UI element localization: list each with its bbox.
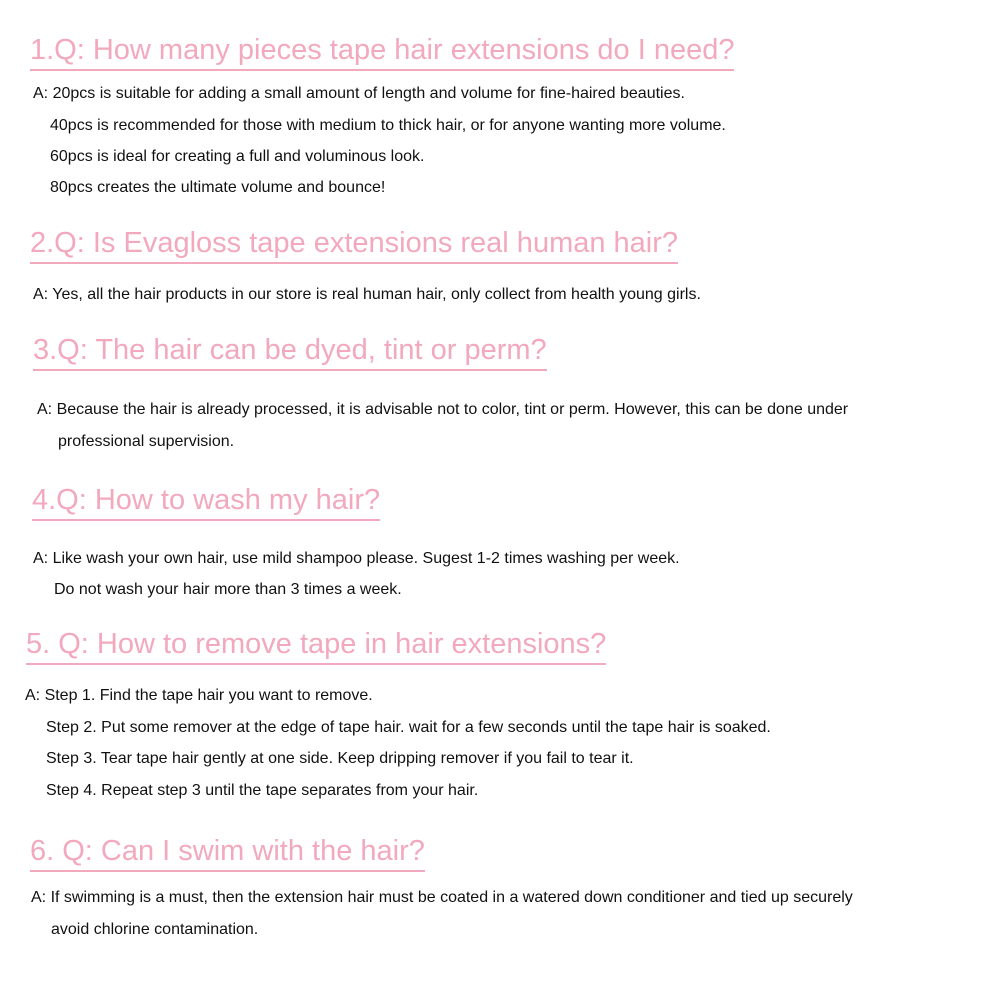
faq-question-5: 5. Q: How to remove tape in hair extensions? [26, 627, 606, 665]
faq-answer-5-line-1: A: Step 1. Find the tape hair you want to remove. [25, 687, 373, 704]
faq-question-2: 2.Q: Is Evagloss tape extensions real human hair? [30, 226, 678, 264]
faq-answer-3-line-1: A: Because the hair is already processed, it is advisable not to color, tint or perm. However, this can be done under [37, 401, 849, 418]
faq-answer-5-line-3: Step 3. Tear tape hair gently at one side. Keep dripping remover if you fail to tear it. [46, 750, 634, 767]
faq-answer-5-line-4: Step 4. Repeat step 3 until the tape separates from your hair. [46, 782, 479, 799]
faq-answer-1-line-1: A: 20pcs is suitable for adding a small amount of length and volume for fine-haired beauties. [33, 85, 685, 102]
faq-question-6: 6. Q: Can I swim with the hair? [30, 834, 425, 872]
faq-answer-1-line-4: 80pcs creates the ultimate volume and bounce! [50, 179, 386, 196]
faq-answer-3-line-2: professional supervision. [58, 433, 235, 450]
faq-answer-1-line-3: 60pcs is ideal for creating a full and voluminous look. [50, 148, 425, 165]
faq-answer-2-line-1: A: Yes, all the hair products in our store is real human hair, only collect from health young girls. [33, 286, 701, 303]
faq-answer-6-line-2: avoid chlorine contamination. [51, 921, 259, 938]
faq-answer-5-line-2: Step 2. Put some remover at the edge of tape hair. wait for a few seconds until the tape hair is soaked. [46, 719, 771, 736]
faq-question-4: 4.Q: How to wash my hair? [32, 483, 380, 521]
faq-answer-4-line-1: A: Like wash your own hair, use mild shampoo please. Sugest 1-2 times washing per week. [33, 550, 680, 567]
faq-question-3: 3.Q: The hair can be dyed, tint or perm? [33, 333, 547, 371]
faq-answer-4-line-2: Do not wash your hair more than 3 times a week. [54, 581, 402, 598]
faq-answer-1-line-2: 40pcs is recommended for those with medium to thick hair, or for anyone wanting more volume. [50, 117, 726, 134]
faq-question-1: 1.Q: How many pieces tape hair extensions do I need? [30, 33, 734, 71]
faq-answer-6-line-1: A: If swimming is a must, then the extension hair must be coated in a watered down conditioner and tied up securely [31, 889, 853, 906]
